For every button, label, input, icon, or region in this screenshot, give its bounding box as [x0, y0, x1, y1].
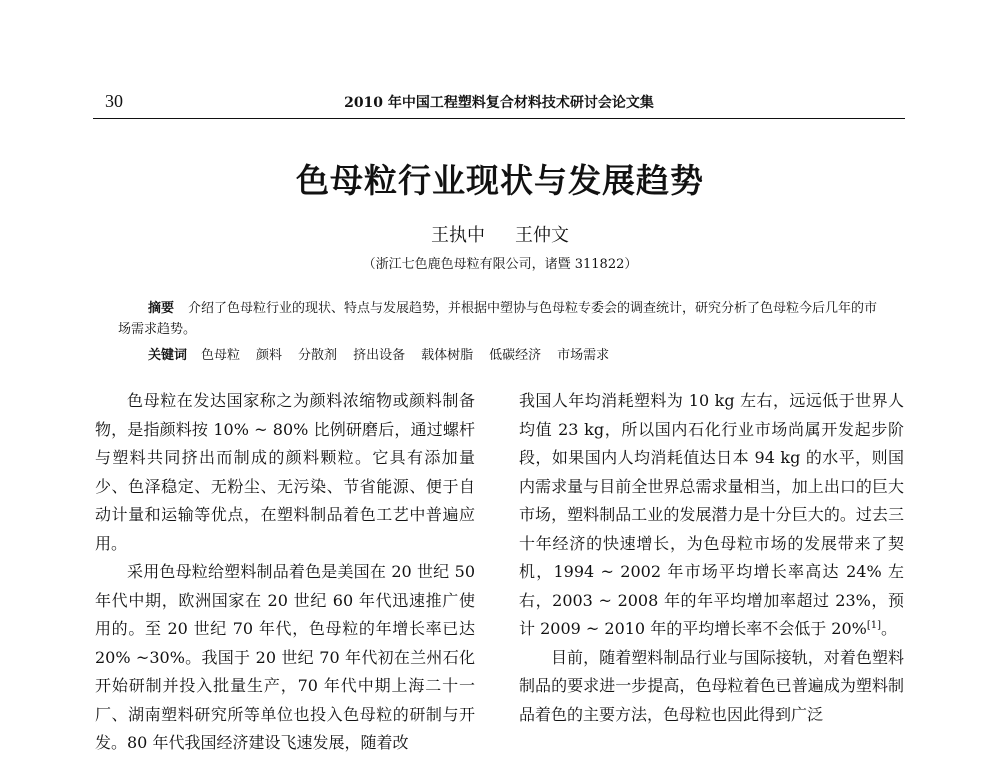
author-name: 王仲文 — [515, 225, 569, 246]
paragraph-end: 。 — [881, 619, 898, 638]
page-number: 30 — [105, 91, 123, 111]
keywords-label: 关键词 — [148, 348, 188, 363]
keyword: 挤出设备 — [353, 348, 406, 363]
paragraph-text: 我国人年均消耗塑料为 10 kg 左右，远远低于世界人均值 23 kg，所以国内石化行业市场尚属开发起步阶段，如果国内人均消耗值达日本 94 kg 的水平，则国内需求量与目前全世界总需求量相当，加上出口的巨大市场，塑料制品工业的发展潜力是十分巨大的。过去三十年经济的快速增长，为色母粒市场的发展带来了契机，1994 ~ 2002 年市场平均增长率高达 24% 左右，2003 ~ 2008 年的年平均增加率超过 23%，预计 2009 ~ 2010 年的平均增长率不会低于 20% — [519, 391, 904, 638]
body-paragraph — [519, 387, 904, 644]
authors — [0, 224, 1000, 248]
abstract-label: 摘要 — [148, 301, 175, 316]
abstract-text: 介绍了色母粒行业的现状、特点与发展趋势，并根据中塑协与色母粒专委会的调查统计，研究分析了色母粒今后几年的市场需求趋势。 — [118, 301, 878, 337]
keyword: 分散剂 — [298, 348, 338, 363]
paper-title: 色母粒行业现状与发展趋势 — [296, 161, 704, 200]
author-name: 王执中 — [431, 225, 485, 246]
keyword: 颜料 — [256, 348, 283, 363]
running-title: 2010 年中国工程塑料复合材料技术研讨会论文集 — [344, 95, 654, 111]
abstract — [118, 298, 888, 340]
keyword: 低碳经济 — [489, 348, 542, 363]
abstract-block — [118, 298, 888, 366]
body-paragraph: 色母粒在发达国家称之为颜料浓缩物或颜料制备物，是指颜料按 10% ~ 80% 比例研磨后，通过螺杆与塑料共同挤出而制成的颜料颗粒。它具有添加量少、色泽稳定、无粉尘、无污染、节省能源、便于自动计量和运输等优点，在塑料制品着色工艺中普遍应用。 — [95, 391, 475, 553]
body-paragraph: 目前，随着塑料制品行业与国际接轨，对着色塑料制品的要求进一步提高，色母粒着色已普遍成为塑料制品着色的主要方法，色母粒也因此得到广泛 — [519, 647, 904, 724]
body-column-left — [95, 387, 475, 758]
page-header — [93, 90, 905, 116]
keyword: 载体树脂 — [421, 348, 474, 363]
header-rule — [93, 118, 905, 119]
keyword: 市场需求 — [557, 348, 610, 363]
body-column-right — [519, 387, 904, 729]
citation-ref: [1] — [866, 620, 882, 631]
keywords — [118, 345, 888, 366]
affiliation: （浙江七色鹿色母粒有限公司，诸暨 311822） — [362, 257, 638, 272]
body-paragraph: 采用色母粒给塑料制品着色是美国在 20 世纪 50 年代中期，欧洲国家在 20 世纪 60 年代迅速推广使用的。至 20 世纪 70 年代，色母粒的年增长率已达20% ~30%。我国于 20 世纪 70 年代初在兰州石化开始研制并投入批量生产，70 年代中期上海二十一厂、湖南塑料研究所等单位也投入色母粒的研制与开发。80 年代我国经济建设飞速发展，随着改 — [95, 562, 475, 752]
keyword: 色母粒 — [201, 348, 241, 363]
